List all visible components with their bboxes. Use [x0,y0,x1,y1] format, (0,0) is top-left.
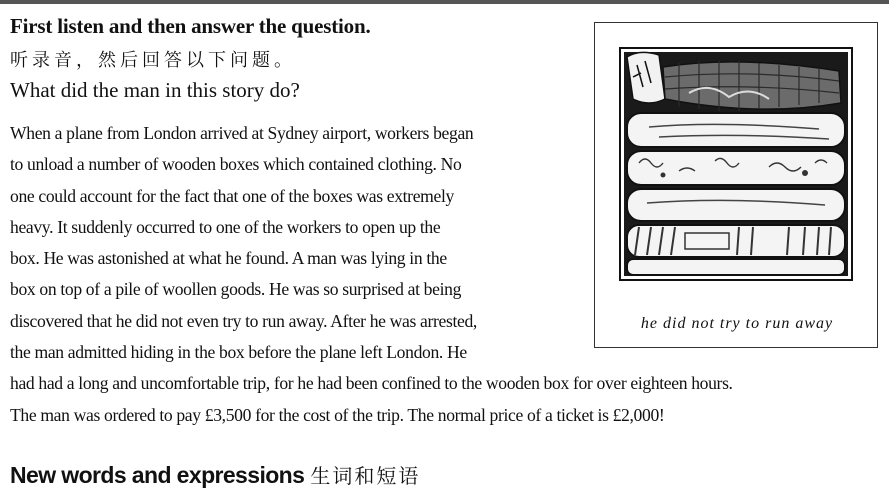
section-title-en: New words and expressions [10,462,305,488]
passage-line: The man was ordered to pay £3,500 for the cost of the trip. The normal price of a ticket is £2,000! [10,404,665,425]
passage-line: box. He was astonished at what he found. A man was lying in the [10,248,447,269]
question-text: What did the man in this story do? [10,78,300,102]
passage-line: box on top of a pile of woollen goods. He was so surprised at being [10,279,462,300]
passage-line: heavy. It suddenly occurred to one of the workers to open up the [10,216,441,237]
passage-line: one could account for the fact that one of the boxes was extremely [10,185,454,206]
passage-line: to unload a number of wooden boxes which contained clothing. No [10,154,462,175]
illustration-caption: he did not try to run away [640,315,834,332]
section-title [10,460,420,489]
top-rule [0,0,889,4]
illustration-frame [594,22,878,348]
chinese-instruction: 听录音，然后回答以下问题。 [10,50,296,71]
passage-line: discovered that he did not even try to run away. After he was arrested, [10,310,477,331]
section-title-zh: 生词和短语 [310,464,421,488]
passage-line: the man admitted hiding in the box before the plane left London. He [10,342,467,363]
man-in-box-illustration [619,47,853,281]
passage-line: When a plane from London arrived at Sydney airport, workers began [10,123,474,143]
passage-line: had had a long and uncomfortable trip, for he had been confined to the wooden box for over eighteen hours. [10,373,733,394]
page-heading: First listen and then answer the question. [10,14,371,38]
